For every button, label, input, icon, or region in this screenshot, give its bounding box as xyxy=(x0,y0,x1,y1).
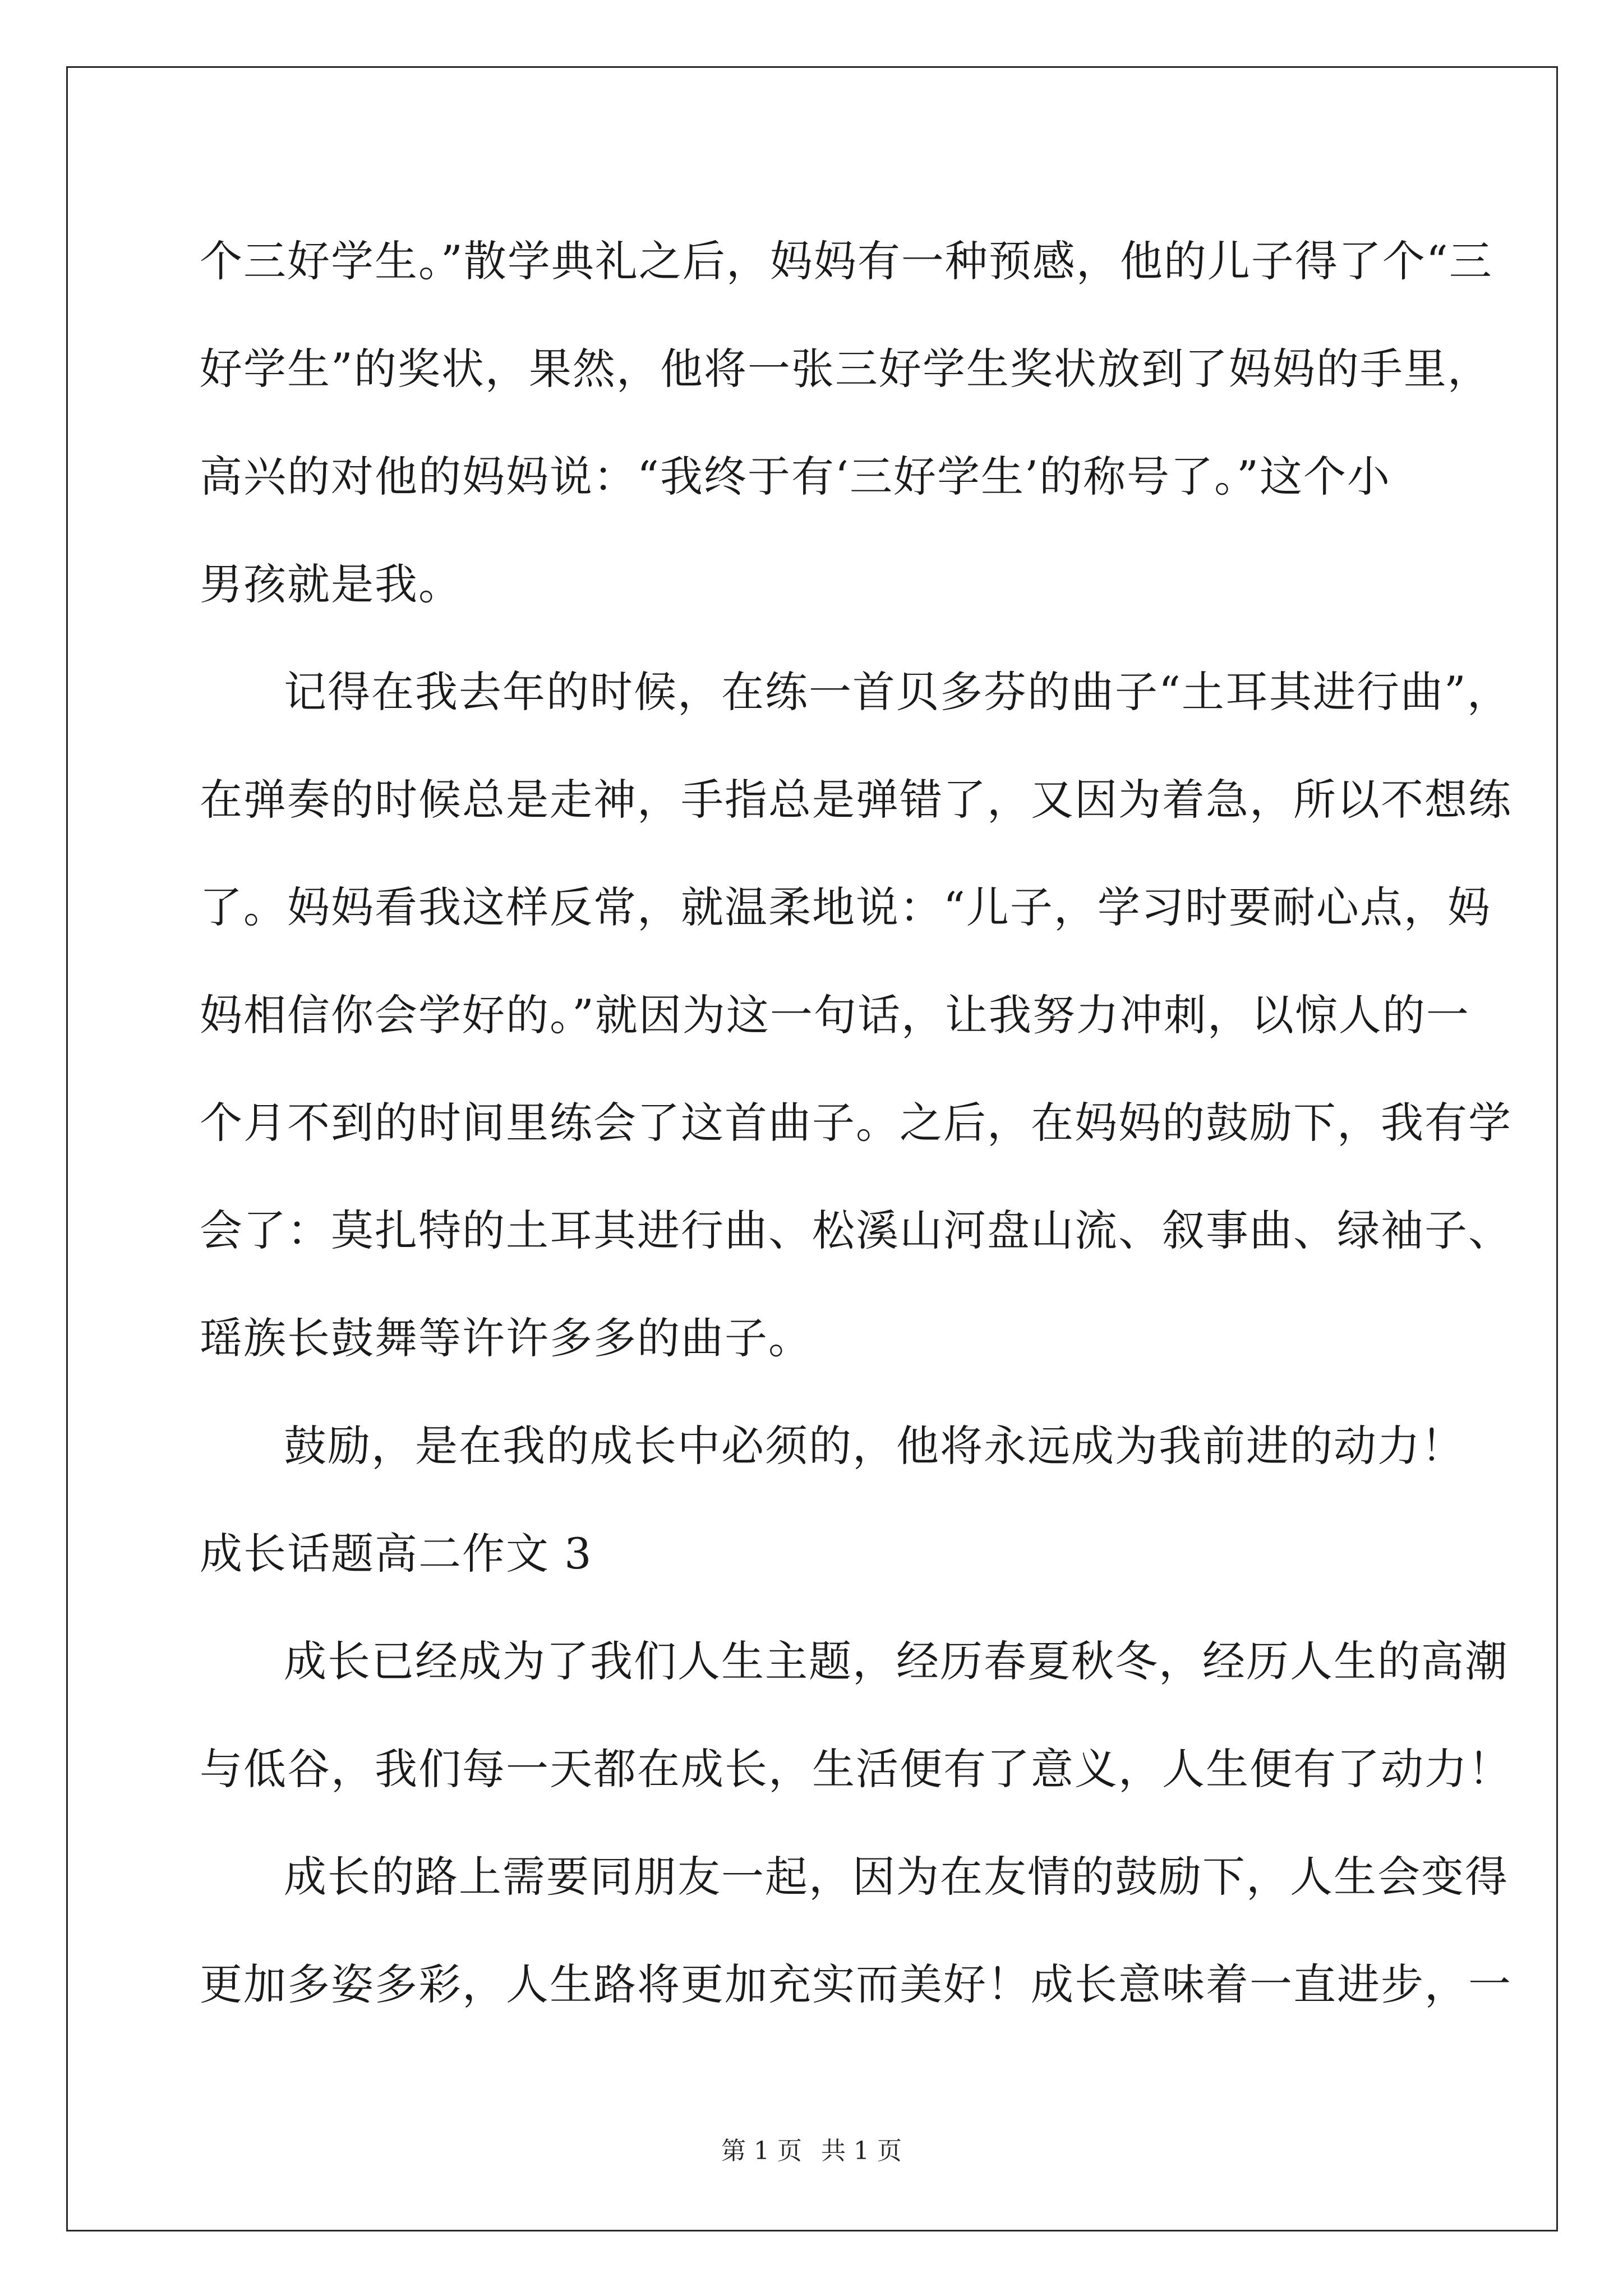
paragraph xyxy=(200,1608,1512,1823)
paragraph xyxy=(200,638,1512,1392)
text-line: 成长已经成为了我们人生主题，经历春夏秋冬，经历人生的高潮 xyxy=(284,1636,1509,1686)
text-line: 在弹奏的时候总是走神，手指总是弹错了，又因为着急，所以不想练 xyxy=(200,775,1512,825)
text-line: 瑶族长鼓舞等许许多多的曲子。 xyxy=(200,1313,812,1363)
text-line: 个三好学生。”散学典礼之后，妈妈有一种预感，他的儿子得了个“三 xyxy=(200,236,1493,286)
text-line: 成长的路上需要同朋友一起，因为在友情的鼓励下，人生会变得 xyxy=(284,1852,1509,1902)
document-body xyxy=(200,208,1512,2039)
page-footer xyxy=(0,2131,1623,2166)
text-line: 更加多姿多彩，人生路将更加充实而美好！成长意味着一直进步，一 xyxy=(200,1959,1512,2009)
text-line: 个月不到的时间里练会了这首曲子。之后，在妈妈的鼓励下，我有学 xyxy=(200,1098,1512,1148)
text-line: 了。妈妈看我这样反常，就温柔地说：“儿子，学习时要耐心点，妈 xyxy=(200,882,1491,932)
text-line: 记得在我去年的时候，在练一首贝多芬的曲子“土耳其进行曲”， xyxy=(284,667,1511,717)
text-line: 妈相信你会学好的。”就因为这一句话，让我努力冲刺，以惊人的一 xyxy=(200,990,1470,1040)
text-line: 男孩就是我。 xyxy=(200,559,462,609)
text-line: 鼓励，是在我的成长中必须的，他将永远成为我前进的动力！ xyxy=(284,1421,1465,1471)
text-line: 与低谷，我们每一天都在成长，生活便有了意义，人生便有了动力！ xyxy=(200,1744,1512,1794)
paragraph xyxy=(200,208,1493,638)
heading-text: 成长话题高二作文 3 xyxy=(200,1529,593,1579)
page-total: 共 1 页 xyxy=(821,2137,902,2165)
section-heading xyxy=(200,1500,1422,1608)
page-number: 第 1 页 xyxy=(721,2137,802,2165)
text-line: 会了：莫扎特的土耳其进行曲、松溪山河盘山流、叙事曲、绿袖子、 xyxy=(200,1205,1512,1255)
text-line: 好学生”的奖状，果然，他将一张三好学生奖状放到了妈妈的手里， xyxy=(200,344,1491,394)
paragraph xyxy=(200,1823,1512,2039)
paragraph xyxy=(200,1392,1465,1500)
text-line: 高兴的对他的妈妈说：“我终于有‘三好学生’的称号了。”这个小 xyxy=(200,452,1391,501)
